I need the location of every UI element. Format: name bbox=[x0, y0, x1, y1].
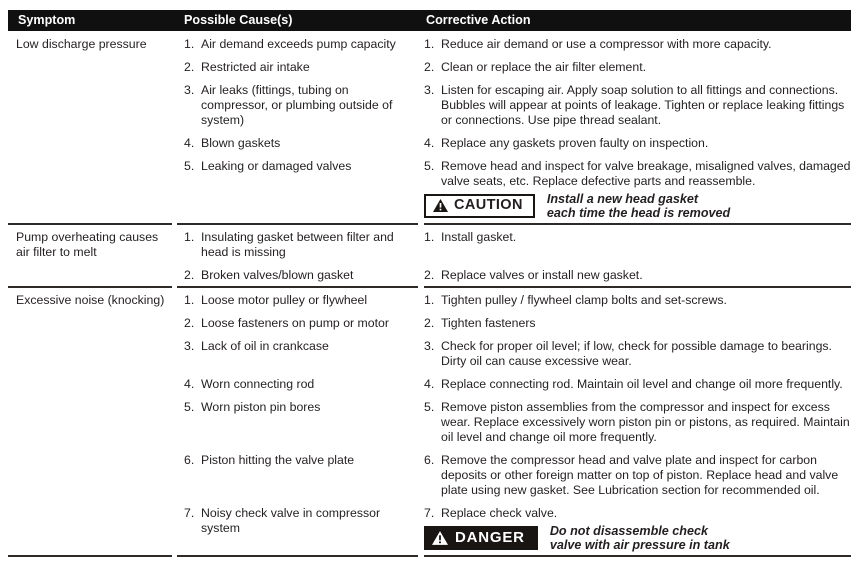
header-symptom: Symptom bbox=[18, 13, 76, 27]
header-possible-causes: Possible Cause(s) bbox=[184, 13, 293, 27]
item-number: 6. bbox=[184, 453, 195, 467]
cause-cell bbox=[177, 286, 418, 316]
caution-note bbox=[547, 192, 730, 220]
item-number: 2. bbox=[184, 268, 195, 282]
action-cell bbox=[424, 400, 851, 453]
cause-text: Piston hitting the valve plate bbox=[201, 453, 355, 467]
item-number: 1. bbox=[184, 230, 195, 244]
cause-action-pair bbox=[177, 506, 851, 557]
cause-action-pair bbox=[177, 268, 851, 286]
action-cell bbox=[424, 506, 851, 557]
caution-box bbox=[424, 194, 535, 218]
item-number: 2. bbox=[424, 60, 435, 74]
cause-text: Air leaks (fittings, tubing on compressor, or plumbing outside of system) bbox=[201, 83, 393, 127]
action-text: Replace valves or install new gasket. bbox=[441, 268, 643, 282]
item-number: 3. bbox=[184, 339, 195, 353]
item-number: 5. bbox=[424, 400, 435, 414]
cause-cell bbox=[177, 136, 418, 159]
action-text: Replace any gaskets proven faulty on inspection. bbox=[441, 136, 709, 150]
table-row bbox=[8, 223, 851, 286]
item-number: 2. bbox=[184, 316, 195, 330]
cause-cell bbox=[177, 377, 418, 400]
cause-cell bbox=[177, 453, 418, 506]
table-row bbox=[8, 31, 851, 223]
danger-box bbox=[424, 526, 538, 550]
cause-action-pairs bbox=[177, 286, 851, 557]
cause-action-pair bbox=[177, 339, 851, 377]
cause-text: Lack of oil in crankcase bbox=[201, 339, 329, 353]
danger-note bbox=[550, 524, 730, 552]
action-text: Remove head and inspect for valve breakage, misaligned valves, damaged valve seats, etc. Replace defective parts and reassemble. bbox=[441, 159, 851, 188]
caution-label: CAUTION bbox=[454, 197, 523, 213]
item-number: 3. bbox=[184, 83, 195, 97]
caution-note-line2: each time the head is removed bbox=[546, 206, 731, 220]
cause-cell bbox=[177, 400, 418, 453]
cause-action-pair bbox=[177, 60, 851, 83]
cause-text: Worn connecting rod bbox=[201, 377, 315, 391]
cause-text: Loose fasteners on pump or motor bbox=[201, 316, 389, 330]
danger-row bbox=[424, 524, 851, 552]
item-number: 1. bbox=[184, 293, 195, 307]
item-number: 7. bbox=[424, 506, 435, 520]
cause-text: Noisy check valve in compressor system bbox=[201, 506, 381, 535]
table-header bbox=[8, 10, 851, 31]
item-number: 4. bbox=[184, 136, 195, 150]
action-text: Remove piston assemblies from the compressor and inspect for excess wear. Replace excessively worn piston pin or pistons, as required. Maintain oil level and change oil more frequently. bbox=[441, 400, 850, 444]
cause-cell bbox=[177, 159, 418, 223]
symptom-cell bbox=[8, 286, 172, 557]
action-text: Reduce air demand or use a compressor with more capacity. bbox=[441, 37, 772, 51]
cause-action-pair bbox=[177, 316, 851, 339]
action-cell bbox=[424, 223, 851, 268]
item-number: 4. bbox=[184, 377, 195, 391]
item-number: 1. bbox=[424, 37, 435, 51]
cause-action-pairs bbox=[177, 223, 851, 286]
caution-note-line1: Install a new head gasket bbox=[546, 192, 699, 206]
caution-row bbox=[424, 192, 851, 220]
action-cell bbox=[424, 453, 851, 506]
header-corrective-action: Corrective Action bbox=[426, 13, 531, 27]
cause-action-pair bbox=[177, 400, 851, 453]
action-cell bbox=[424, 60, 851, 83]
cause-text: Insulating gasket between filter and head is missing bbox=[201, 230, 394, 259]
item-number: 1. bbox=[424, 293, 435, 307]
cause-cell bbox=[177, 339, 418, 377]
item-number: 1. bbox=[424, 230, 435, 244]
item-number: 4. bbox=[424, 377, 435, 391]
action-text: Install gasket. bbox=[441, 230, 517, 244]
item-number: 4. bbox=[424, 136, 435, 150]
cause-text: Leaking or damaged valves bbox=[201, 159, 352, 173]
cause-action-pair bbox=[177, 223, 851, 268]
symptom-cell bbox=[8, 223, 172, 286]
item-number: 2. bbox=[424, 268, 435, 282]
action-cell bbox=[424, 136, 851, 159]
troubleshooting-table bbox=[8, 10, 851, 557]
action-text: Remove the compressor head and valve plate and inspect for carbon deposits or other foreign matter on top of piston. Replace head and valve plate using new gasket. See Lubrication section for recommended oil. bbox=[441, 453, 839, 497]
cause-action-pair bbox=[177, 136, 851, 159]
action-text: Replace connecting rod. Maintain oil level and change oil more frequently. bbox=[441, 377, 843, 391]
item-number: 6. bbox=[424, 453, 435, 467]
symptom-text: Low discharge pressure bbox=[16, 37, 147, 51]
cause-cell bbox=[177, 83, 418, 136]
cause-cell bbox=[177, 60, 418, 83]
cause-action-pair bbox=[177, 377, 851, 400]
action-cell bbox=[424, 83, 851, 136]
cause-cell bbox=[177, 268, 418, 286]
cause-text: Broken valves/blown gasket bbox=[201, 268, 354, 282]
cause-text: Blown gaskets bbox=[201, 136, 281, 150]
cause-action-pair bbox=[177, 83, 851, 136]
item-number: 3. bbox=[424, 339, 435, 353]
table-row bbox=[8, 286, 851, 557]
action-text: Tighten fasteners bbox=[441, 316, 536, 330]
item-number: 5. bbox=[184, 400, 195, 414]
item-number: 2. bbox=[184, 60, 195, 74]
cause-action-pair bbox=[177, 159, 851, 223]
item-number: 2. bbox=[424, 316, 435, 330]
action-text: Replace check valve. bbox=[441, 506, 558, 520]
symptom-text: Excessive noise (knocking) bbox=[16, 293, 165, 307]
action-cell bbox=[424, 268, 851, 286]
cause-action-pair bbox=[177, 286, 851, 316]
warning-triangle-icon bbox=[433, 199, 448, 212]
action-text: Listen for escaping air. Apply soap solution to all fittings and connections. Bubbles will appear at points of leakage. Tighten or replace leaking fittings or connections. Use pipe thread sealant. bbox=[441, 83, 845, 127]
action-cell bbox=[424, 316, 851, 339]
warning-triangle-icon bbox=[432, 531, 448, 545]
cause-text: Air demand exceeds pump capacity bbox=[201, 37, 396, 51]
action-cell bbox=[424, 339, 851, 377]
action-cell bbox=[424, 377, 851, 400]
item-number: 7. bbox=[184, 506, 195, 520]
cause-text: Loose motor pulley or flywheel bbox=[201, 293, 368, 307]
cause-cell bbox=[177, 316, 418, 339]
cause-action-pair bbox=[177, 453, 851, 506]
item-number: 3. bbox=[424, 83, 435, 97]
item-number: 5. bbox=[184, 159, 195, 173]
action-text: Check for proper oil level; if low, check for possible damage to bearings. Dirty oil can cause excessive wear. bbox=[441, 339, 832, 368]
symptom-text: Pump overheating causes air filter to melt bbox=[16, 230, 159, 259]
cause-cell bbox=[177, 31, 418, 60]
danger-label: DANGER bbox=[455, 529, 525, 546]
cause-action-pair bbox=[177, 31, 851, 60]
action-cell bbox=[424, 31, 851, 60]
danger-note-line1: Do not disassemble check bbox=[549, 524, 708, 538]
action-cell bbox=[424, 159, 851, 223]
cause-action-pairs bbox=[177, 31, 851, 223]
action-cell bbox=[424, 286, 851, 316]
action-text: Clean or replace the air filter element. bbox=[441, 60, 647, 74]
cause-cell bbox=[177, 506, 418, 557]
danger-note-line2: valve with air pressure in tank bbox=[549, 538, 730, 552]
item-number: 1. bbox=[184, 37, 195, 51]
cause-cell bbox=[177, 223, 418, 268]
item-number: 5. bbox=[424, 159, 435, 173]
symptom-cell bbox=[8, 31, 172, 223]
cause-text: Restricted air intake bbox=[201, 60, 310, 74]
cause-text: Worn piston pin bores bbox=[201, 400, 321, 414]
action-text: Tighten pulley / flywheel clamp bolts and set-screws. bbox=[441, 293, 727, 307]
